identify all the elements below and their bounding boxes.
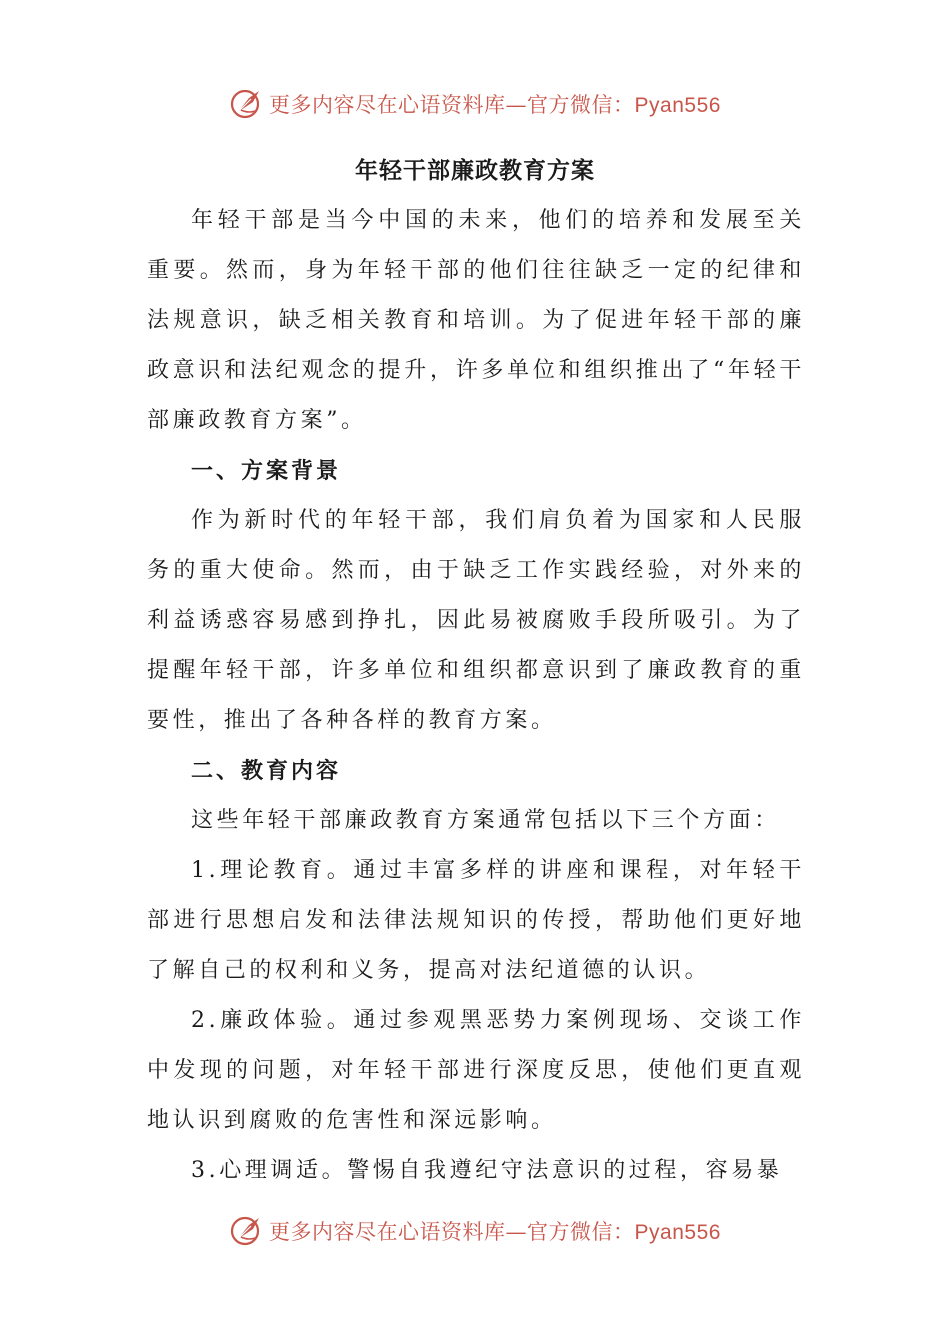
content-item-theory: 1.理论教育。通过丰富多样的讲座和课程，对年轻干部进行思想启发和法律法规知识的传授，帮助他们更好地了解自己的权利和义务，提高对法纪道德的认识。 bbox=[147, 858, 805, 983]
watermark-banner-bottom bbox=[0, 1211, 950, 1251]
watermark-text: 更多内容尽在心语资料库—官方微信：Pyan556 bbox=[269, 1220, 721, 1244]
intro-paragraph: 年轻干部是当今中国的未来，他们的培养和发展至关重要。然而，身为年轻干部的他们往往缺乏一定的纪律和法规意识，缺乏相关教育和培训。为了促进年轻干部的廉政意识和法纪观念的提升，许多单位和组织推出了“年轻干部廉政教育方案”。 bbox=[147, 208, 805, 433]
content-lead-paragraph: 这些年轻干部廉政教育方案通常包括以下三个方面： bbox=[191, 808, 780, 833]
section-heading-background: 一、方案背景 bbox=[191, 458, 342, 484]
section-heading-content: 二、教育内容 bbox=[191, 758, 342, 784]
quill-pen-icon bbox=[229, 86, 265, 122]
watermark-banner-top bbox=[0, 84, 950, 124]
watermark-text: 更多内容尽在心语资料库—官方微信：Pyan556 bbox=[269, 93, 721, 117]
content-item-psychology: 3.心理调适。警惕自我遵纪守法意识的过程，容易暴 bbox=[191, 1158, 783, 1183]
background-paragraph: 作为新时代的年轻干部，我们肩负着为国家和人民服务的重大使命。然而，由于缺乏工作实践经验，对外来的利益诱惑容易感到挣扎，因此易被腐败手段所吸引。为了提醒年轻干部，许多单位和组织都意识到了廉政教育的重要性，推出了各种各样的教育方案。 bbox=[147, 508, 805, 733]
document-title: 年轻干部廉政教育方案 bbox=[355, 157, 595, 184]
document-body bbox=[147, 196, 805, 1196]
quill-pen-icon bbox=[229, 1213, 265, 1249]
content-item-experience: 2.廉政体验。通过参观黑恶势力案例现场、交谈工作中发现的问题，对年轻干部进行深度反思，使他们更直观地认识到腐败的危害性和深远影响。 bbox=[147, 1008, 805, 1133]
